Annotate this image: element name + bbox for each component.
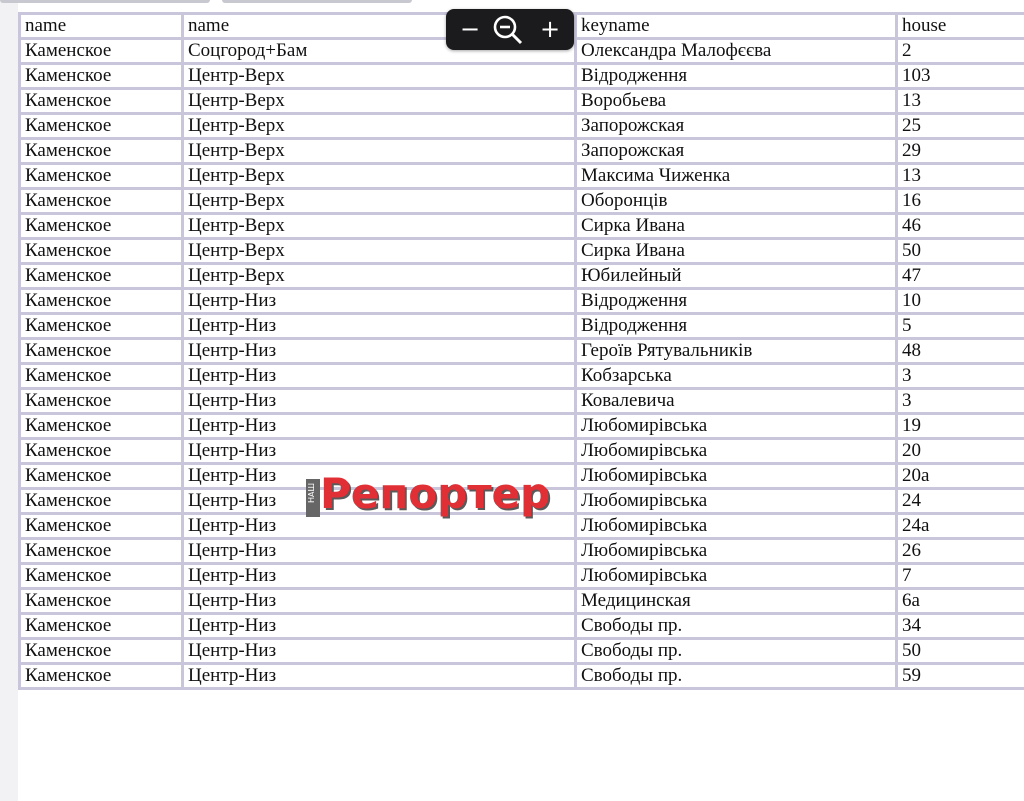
table-row <box>20 614 1024 639</box>
table-row <box>20 189 1024 214</box>
cell-city: Каменское <box>20 114 183 139</box>
cell-house: 24а <box>897 514 1024 539</box>
cell-street: Максима Чиженка <box>576 164 897 189</box>
cell-house: 46 <box>897 214 1024 239</box>
table-row <box>20 664 1024 689</box>
watermark-prefix-box <box>306 479 320 517</box>
cell-house: 6а <box>897 589 1024 614</box>
cell-city: Каменское <box>20 539 183 564</box>
cell-district: Центр-Низ <box>183 489 576 514</box>
cell-district: Центр-Низ <box>183 639 576 664</box>
top-tab-edges <box>0 0 420 4</box>
cell-house: 48 <box>897 339 1024 364</box>
table-row <box>20 64 1024 89</box>
cell-district: Центр-Низ <box>183 389 576 414</box>
cell-house: 25 <box>897 114 1024 139</box>
cell-house: 29 <box>897 139 1024 164</box>
cell-city: Каменское <box>20 439 183 464</box>
cell-street: Відродження <box>576 289 897 314</box>
cell-district: Центр-Верх <box>183 89 576 114</box>
cell-house: 13 <box>897 164 1024 189</box>
cell-city: Каменское <box>20 264 183 289</box>
column-header-name: name <box>20 14 183 39</box>
table-row <box>20 389 1024 414</box>
cell-street: Кобзарська <box>576 364 897 389</box>
table-row <box>20 164 1024 189</box>
cell-district: Центр-Низ <box>183 614 576 639</box>
table-row <box>20 414 1024 439</box>
column-header-house: house <box>897 14 1024 39</box>
zoom-in-button[interactable]: + <box>539 15 561 43</box>
cell-city: Каменское <box>20 314 183 339</box>
table-body <box>20 39 1024 689</box>
column-header-name-district: name <box>183 14 576 39</box>
tab-edge[interactable] <box>0 0 210 3</box>
cell-street: Запорожская <box>576 114 897 139</box>
cell-city: Каменское <box>20 414 183 439</box>
cell-district: Центр-Верх <box>183 264 576 289</box>
table-row <box>20 339 1024 364</box>
cell-district: Центр-Верх <box>183 64 576 89</box>
cell-district: Центр-Низ <box>183 539 576 564</box>
cell-street: Юбилейный <box>576 264 897 289</box>
table-row <box>20 439 1024 464</box>
cell-street: Любомирівська <box>576 439 897 464</box>
cell-city: Каменское <box>20 589 183 614</box>
cell-house: 50 <box>897 639 1024 664</box>
zoom-out-button[interactable]: − <box>459 15 481 43</box>
cell-house: 59 <box>897 664 1024 689</box>
cell-city: Каменское <box>20 214 183 239</box>
tab-edge[interactable] <box>222 0 412 3</box>
cell-street: Медицинская <box>576 589 897 614</box>
cell-city: Каменское <box>20 89 183 114</box>
table-row <box>20 214 1024 239</box>
cell-house: 19 <box>897 414 1024 439</box>
cell-street: Сирка Ивана <box>576 239 897 264</box>
cell-district: Центр-Верх <box>183 114 576 139</box>
cell-house: 3 <box>897 364 1024 389</box>
cell-district: Центр-Верх <box>183 164 576 189</box>
cell-city: Каменское <box>20 664 183 689</box>
viewer-left-margin <box>0 0 18 801</box>
zoom-toolbar <box>446 9 574 50</box>
cell-city: Каменское <box>20 389 183 414</box>
cell-district: Центр-Низ <box>183 514 576 539</box>
cell-street: Любомирівська <box>576 564 897 589</box>
cell-district: Центр-Низ <box>183 464 576 489</box>
cell-city: Каменское <box>20 289 183 314</box>
table-row <box>20 314 1024 339</box>
cell-house: 26 <box>897 539 1024 564</box>
cell-district: Центр-Верх <box>183 239 576 264</box>
cell-city: Каменское <box>20 639 183 664</box>
cell-house: 103 <box>897 64 1024 89</box>
cell-house: 20а <box>897 464 1024 489</box>
table-row <box>20 264 1024 289</box>
cell-district: Центр-Низ <box>183 339 576 364</box>
cell-house: 5 <box>897 314 1024 339</box>
watermark-brand-text: Репортер <box>320 469 551 518</box>
cell-district: Центр-Низ <box>183 564 576 589</box>
table-row <box>20 589 1024 614</box>
cell-street: Олександра Малофєєва <box>576 39 897 64</box>
cell-city: Каменское <box>20 139 183 164</box>
table-row <box>20 539 1024 564</box>
cell-house: 20 <box>897 439 1024 464</box>
cell-street: Любомирівська <box>576 489 897 514</box>
cell-street: Ковалевича <box>576 389 897 414</box>
cell-house: 3 <box>897 389 1024 414</box>
cell-city: Каменское <box>20 189 183 214</box>
cell-district: Центр-Верх <box>183 139 576 164</box>
cell-district: Центр-Верх <box>183 214 576 239</box>
cell-district: Центр-Низ <box>183 414 576 439</box>
cell-district: Центр-Низ <box>183 289 576 314</box>
cell-street: Любомирівська <box>576 539 897 564</box>
reporter-watermark-logo <box>306 469 558 523</box>
cell-house: 34 <box>897 614 1024 639</box>
cell-district: Центр-Низ <box>183 589 576 614</box>
cell-street: Відродження <box>576 64 897 89</box>
table-row <box>20 564 1024 589</box>
column-header-keyname: keyname <box>576 14 897 39</box>
cell-district: Центр-Низ <box>183 314 576 339</box>
cell-street: Відродження <box>576 314 897 339</box>
cell-street: Свободы пр. <box>576 614 897 639</box>
cell-city: Каменское <box>20 339 183 364</box>
table-row <box>20 364 1024 389</box>
cell-house: 16 <box>897 189 1024 214</box>
cell-city: Каменское <box>20 564 183 589</box>
table-row <box>20 239 1024 264</box>
table-row <box>20 289 1024 314</box>
cell-house: 10 <box>897 289 1024 314</box>
table-row <box>20 639 1024 664</box>
cell-house: 47 <box>897 264 1024 289</box>
table-row <box>20 89 1024 114</box>
table-row <box>20 114 1024 139</box>
cell-district: Центр-Верх <box>183 189 576 214</box>
cell-city: Каменское <box>20 164 183 189</box>
table-row <box>20 139 1024 164</box>
cell-street: Героїв Рятувальників <box>576 339 897 364</box>
cell-district: Центр-Низ <box>183 439 576 464</box>
cell-city: Каменское <box>20 614 183 639</box>
data-table <box>18 12 1024 690</box>
cell-city: Каменское <box>20 364 183 389</box>
cell-house: 2 <box>897 39 1024 64</box>
cell-street: Свободы пр. <box>576 639 897 664</box>
cell-street: Свободы пр. <box>576 664 897 689</box>
cell-district: Центр-Низ <box>183 364 576 389</box>
cell-city: Каменское <box>20 464 183 489</box>
cell-district: Центр-Низ <box>183 664 576 689</box>
cell-street: Любомирівська <box>576 414 897 439</box>
cell-district: Соцгород+Бам <box>183 39 576 64</box>
cell-street: Оборонців <box>576 189 897 214</box>
cell-house: 7 <box>897 564 1024 589</box>
cell-city: Каменское <box>20 239 183 264</box>
cell-city: Каменское <box>20 39 183 64</box>
cell-house: 13 <box>897 89 1024 114</box>
zoom-magnifier-icon[interactable] <box>491 14 525 46</box>
cell-street: Любомирівська <box>576 514 897 539</box>
watermark-prefix: НАШ <box>307 483 316 504</box>
cell-street: Запорожская <box>576 139 897 164</box>
cell-city: Каменское <box>20 514 183 539</box>
cell-street: Любомирівська <box>576 464 897 489</box>
cell-street: Воробьева <box>576 89 897 114</box>
cell-city: Каменское <box>20 489 183 514</box>
cell-city: Каменское <box>20 64 183 89</box>
cell-house: 24 <box>897 489 1024 514</box>
cell-street: Сирка Ивана <box>576 214 897 239</box>
cell-house: 50 <box>897 239 1024 264</box>
